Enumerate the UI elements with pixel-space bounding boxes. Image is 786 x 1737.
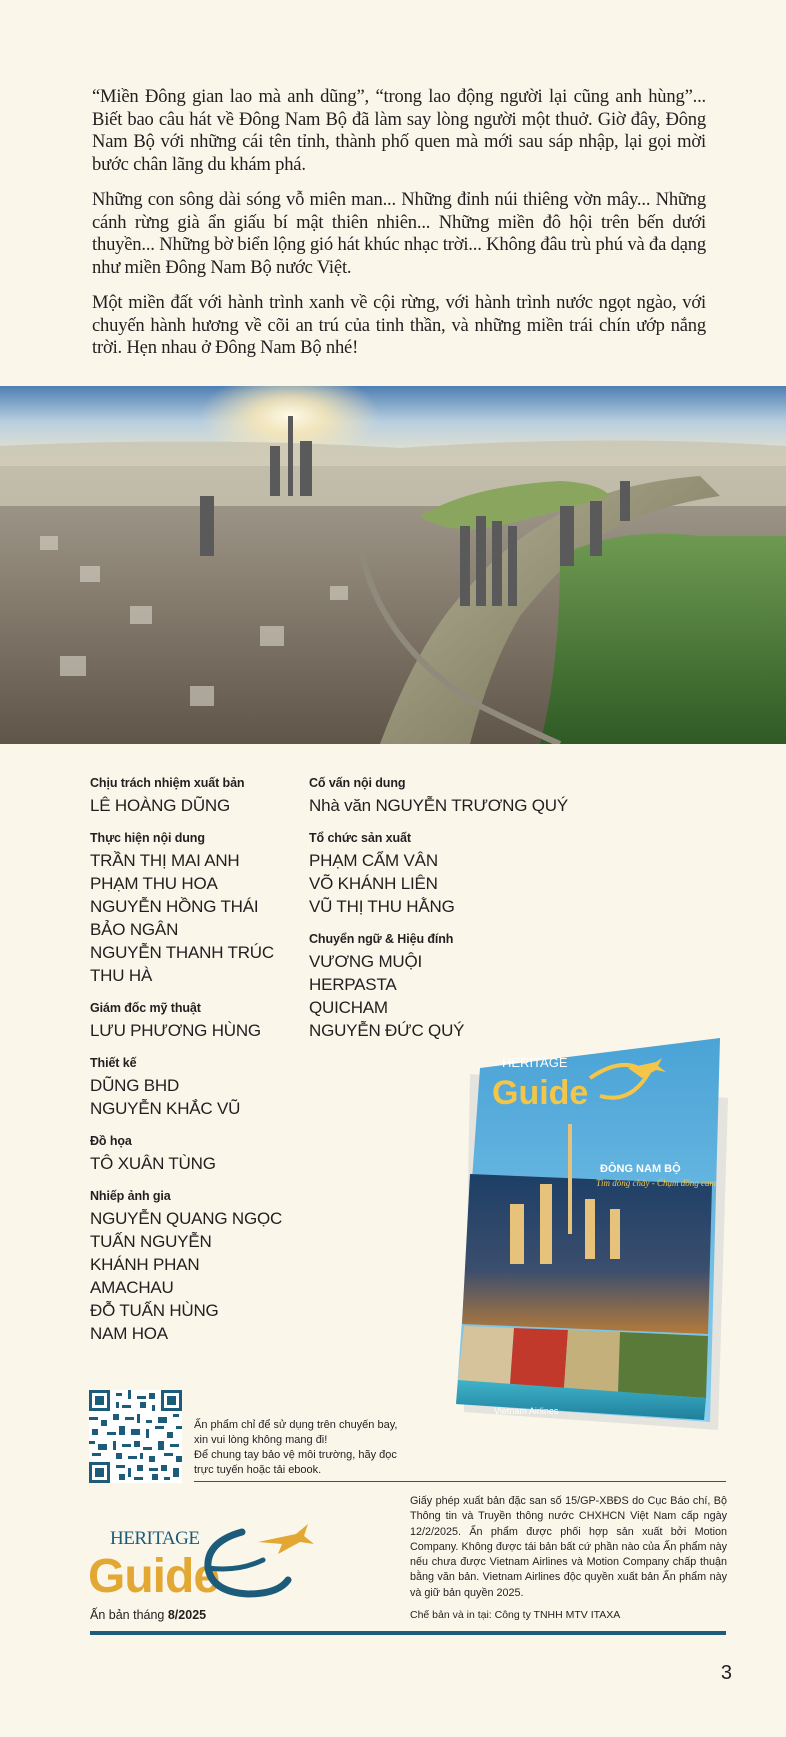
credit-name: NGUYỄN THANH TRÚC [90,943,274,962]
intro-paragraph: “Miền Đông gian lao mà anh dũng”, “trong lao động người lại cũng anh hùng”... Biết bao câu hát về Đông Nam Bộ đã làm say lòng người một thuở. Giờ đây, Đông Nam Bộ với những cái tên tỉnh, thành phố quen mà mới sau sáp nhập, lại gọi mời bước chân lãng du khám phá. [92,86,706,175]
credit-section [309,830,569,918]
credit-name: Nhà văn NGUYỄN TRƯƠNG QUÝ [309,796,569,815]
credit-name: ĐỖ TUẤN HÙNG [90,1301,219,1320]
credit-section [90,1055,300,1120]
credits-left-column [90,775,300,1358]
credit-section [309,931,569,1042]
credit-section [90,1000,300,1042]
credits-right-column [309,775,569,1055]
credit-section [90,775,300,817]
edition-label-text: Ấn bản tháng [90,1608,165,1622]
page-number: 3 [720,1662,732,1684]
intro-paragraph: Một miền đất với hành trình xanh về cội rừng, với hành trình nước ngọt ngào, với chuyến hành hương về cõi an trú của tinh thần, và những miền trái chín ướp nắng trời. Hẹn nhau ở Đông Nam Bộ nhé! [92,292,706,358]
qr-notice-line: Ấn phẩm chỉ để sử dụng trên chuyến bay, [194,1419,398,1431]
credit-section [90,1133,300,1175]
credit-section [309,775,569,817]
qr-notice [194,1418,404,1478]
credit-name: TUẤN NGUYỄN [90,1232,212,1251]
intro-text [92,86,706,373]
printer-info: Chế bản và in tại: Công ty TNHH MTV ITAXA [410,1609,621,1621]
credit-role: Chuyển ngữ & Hiệu đính [309,932,454,946]
cover-airline: Vietnam Airlines [494,1406,559,1416]
edition-date: 8/2025 [167,1608,207,1622]
credit-name: KHÁNH PHAN [90,1255,200,1274]
credit-name: AMACHAU [90,1278,174,1297]
qr-notice-line: trực tuyến hoặc tải ebook. [194,1464,322,1476]
credit-name: NAM HOA [90,1324,168,1343]
magazine-cover-image [450,1034,740,1454]
credit-role: Tổ chức sản xuất [309,831,411,845]
heritage-guide-logo [88,1520,318,1602]
credit-role: Nhiếp ảnh gia [90,1189,171,1203]
credit-name: LÊ HOÀNG DŨNG [90,796,231,815]
cover-tagline: Tìm dòng chảy - Chạm đồng cam [596,1178,716,1188]
qr-notice-line: Để chung tay bảo vệ môi trường, hãy đọc [194,1449,397,1461]
credit-name: DŨNG BHD [90,1076,180,1095]
logo-main-text: Guide [88,1550,220,1602]
credit-name: NGUYỄN HỒNG THÁI [90,897,259,916]
credit-name: TÔ XUÂN TÙNG [90,1154,216,1173]
credit-name: VŨ THỊ THU HẰNG [309,897,455,916]
credit-section [90,830,300,987]
footer-bar [90,1631,726,1635]
credit-role: Đồ họa [90,1134,132,1148]
credit-role: Thiết kế [90,1056,137,1070]
credit-role: Giám đốc mỹ thuật [90,1001,201,1015]
legal-notice: Giấy phép xuất bản đặc san số 15/GP-XBĐS do Cục Báo chí, Bộ Thông tin và Truyền thông nước CHXHCN Việt Nam cấp ngày 12/2/2025. Ấn phẩm được phối hợp sản xuất bởi Motion Company. Không được tái bản bất cứ phần nào của Ấn phẩm này nếu chưa được Vietnam Airlines và Motion Company chấp thuận bằng văn bản. Vietnam Airlines độc quyền xuất bản Ấn phẩm này và giữ bản quyền 2025. [410,1495,727,1599]
qr-notice-line: xin vui lòng không mang đi! [194,1434,328,1446]
credit-name: NGUYỄN ĐỨC QUÝ [309,1021,465,1040]
cover-logo-top: HERITAGE [502,1055,568,1070]
credit-name: VƯƠNG MUỘI [309,952,423,971]
credit-name: QUICHAM [309,998,388,1017]
intro-paragraph: Những con sông dài sóng vỗ miên man... Những đỉnh núi thiêng vờn mây... Những cánh rừng già ẩn giấu bí mật thiên nhiên... Những miền đô hội trên bến dưới thuyền... Những bờ biển lộng gió hát khúc nhạc trời... Không đâu trù phú và đa dạng như miền Đông Nam Bộ nước Việt. [92,189,706,278]
cover-logo-main: Guide [492,1074,589,1112]
logo-plane-icon [258,1524,314,1554]
city-panorama-photo [0,386,786,744]
credit-name: NGUYỄN QUANG NGỌC [90,1209,283,1228]
credit-name: HERPASTA [309,975,397,994]
credit-role: Chịu trách nhiệm xuất bản [90,776,245,790]
credit-role: Thực hiện nội dung [90,831,205,845]
credit-name: PHẠM CẨM VÂN [309,851,438,870]
cover-headline: ĐÔNG NAM BỘ [600,1163,681,1175]
logo-top-text: HERITAGE [110,1528,200,1549]
credit-role: Cố vấn nội dung [309,776,406,790]
credit-section [90,1188,300,1345]
qr-code[interactable] [89,1390,182,1483]
credit-name: PHẠM THU HOA [90,874,218,893]
credit-name: TRẦN THỊ MAI ANH [90,851,240,870]
divider [194,1481,726,1482]
credit-name: VÕ KHÁNH LIÊN [309,874,438,893]
credit-name: BẢO NGÂN [90,920,179,939]
credit-name: THU HÀ [90,966,153,985]
credit-name: LƯU PHƯƠNG HÙNG [90,1021,261,1040]
edition-label [90,1608,206,1622]
credit-name: NGUYỄN KHẮC VŨ [90,1099,241,1118]
